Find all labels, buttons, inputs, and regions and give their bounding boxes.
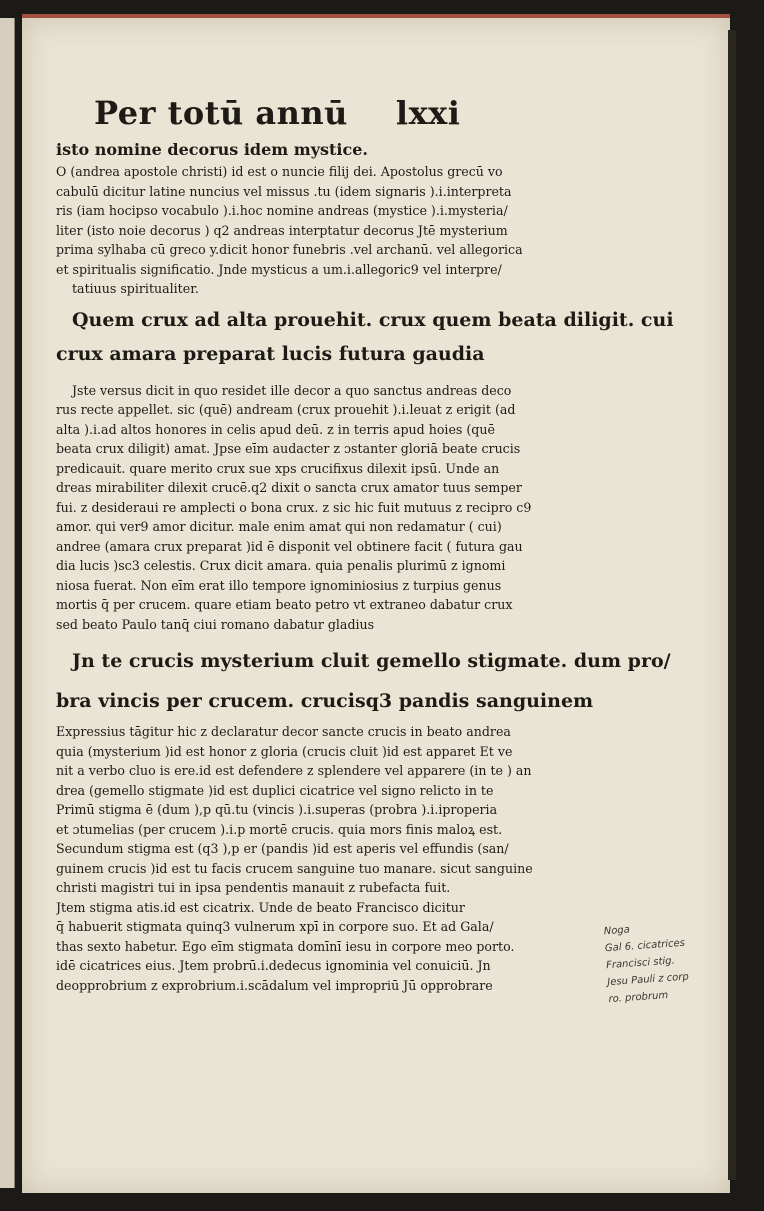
text-line: Secundum stigma est (q3 ),p er (pandis )id est aperis vel effundis (san/ [56,841,509,856]
text-line: et ɔtumelias (per crucem ).i.p mortē crucis. quia mors finis maloꝝ est. [56,821,503,837]
text-line: dia lucis )sc3 celestis. Crux dicit amara. quia penalis plurimū z ignomi [56,558,506,573]
marginal-note: Jesu Pauli z corp [606,971,690,989]
text-line: predicauit. quare merito crux sue xps crucifixus dilexit ipsū. Unde an [56,460,500,476]
folio-number: lxxi [395,94,461,132]
text-line: cabulū dicitur latine nuncius vel missus .tu (idem signaris ).i.interpreta [56,183,512,199]
running-header [94,88,616,138]
text-line: Primū stigma ē (dum ),p qū.tu (vincis ).i.superas (probra ).i.iproperia [56,802,498,817]
hymn-verse-line: Jn te crucis mysterium cluit gemello stigmate. dum pro/ [72,650,671,672]
text-line: alta ).i.ad altos honores in celis apud deū. z in terris apud hoies (quē [56,421,495,437]
text-line: deopprobrium z exprobrium.i.scādalum vel impropriū Jū opprobrare [56,977,493,993]
text-line: rus recte appellet. sic (quē) andream (crux prouehit ).i.leuat z erigit (ad [56,402,516,417]
hymn-verse-line: Quem crux ad alta prouehit. crux quem beata diligit. cui [72,308,674,331]
running-title: Per totū annū [94,94,348,132]
text-line: sed beato Paulo tanq̄ ciui romano dabatur gladius [56,616,375,632]
text-line: prima sylhaba cū greco y.dicit honor funebris .vel archanū. vel allegorica [56,242,523,257]
marginal-note: Gal 6. cicatrices [604,937,686,955]
text-line: fui. z desideraui re amplecti o bona crux. z sic hic fuit mutuus z recipro c9 [56,499,532,515]
text-line: mortis q̄ per crucem. quare etiam beato petro vt extraneo dabatur crux [56,597,513,612]
text-line: Jste versus dicit in quo residet ille decor a quo sanctus andreas deco [72,382,512,398]
commentary-block-3 [56,722,616,995]
text-line: et spiritualis significatio. Jnde mysticus a um.i.allegoric9 vel interpre/ [56,261,502,277]
text-line: liter (isto noie decorus ) q2 andreas interptatur decorus Jtē mysterium [56,222,508,238]
text-line: beata crux diligit) amat. Jpse eīm audacter z ɔstanter gloriā beate crucis [56,441,521,456]
text-line: q̄ habuerit stigmata quinq3 vulnerum xpī in corpore suo. Et ad Gala/ [56,919,494,934]
page-fore-edge [728,30,736,1180]
commentary-block-2 [56,381,616,635]
marginal-note: Francisci stig. [605,955,676,972]
text-line: idē cicatrices eius. Jtem probrū.i.dedecus ignominia vel conuiciū. Jn [56,958,491,973]
text-line: dreas mirabiliter dilexit crucē.q2 dixit o sancta crux amator tuus semper [56,480,522,495]
text-line: tatiuus spiritualiter. [72,281,199,296]
hymn-verse-line: crux amara preparat lucis futura gaudia [56,342,485,365]
text-line: Jtem stigma atis.id est cicatrix. Unde de beato Francisco dicitur [56,899,465,915]
marginal-note: ro. probrum [608,989,669,1006]
text-line: amor. qui ver9 amor dicitur. male enim amat qui non redamatur ( cui) [56,519,502,534]
commentary-block-1 [56,162,616,299]
text-line: quia (mysterium )id est honor z gloria (crucis cluit )id est apparet Et ve [56,743,513,759]
text-line: niosa fuerat. Non eīm erat illo tempore ignominiosius z turpius genus [56,577,502,593]
hymn-verse-line: bra vincis per crucem. crucisq3 pandis sanguinem [56,690,594,712]
handwritten-marginalia [603,913,759,1008]
block1-heading: isto nomine decorus idem mystice. [56,140,368,159]
text-line: guinem crucis )id est tu facis crucem sanguine tuo manare. sicut sanguine [56,860,533,876]
text-line: drea (gemello stigmate )id est duplici cicatrice vel signo relicto in te [56,782,494,798]
text-line: O (andrea apostole christi) id est o nuncie filij dei. Apostolus grecū vo [56,164,503,179]
left-page-edge [0,18,15,1188]
marginal-note: Noga [603,924,631,938]
text-line: ris (iam hocipso vocabulo ).i.hoc nomine andreas (mystice ).i.mysteria/ [56,203,508,218]
text-line: Expressius tāgitur hic z declaratur decor sancte crucis in beato andrea [56,724,511,739]
text-line: nit a verbo cluo is ere.id est defendere z splendere vel apparere (in te ) an [56,763,532,778]
text-line: thas sexto habetur. Ego eīm stigmata domīnī iesu in corpore meo porto. [56,938,515,954]
text-line: andree (amara crux preparat )id ē disponit vel obtinere facit ( futura gau [56,538,523,554]
text-line: christi magistri tui in ipsa pendentis manauit z rubefacta fuit. [56,880,451,895]
